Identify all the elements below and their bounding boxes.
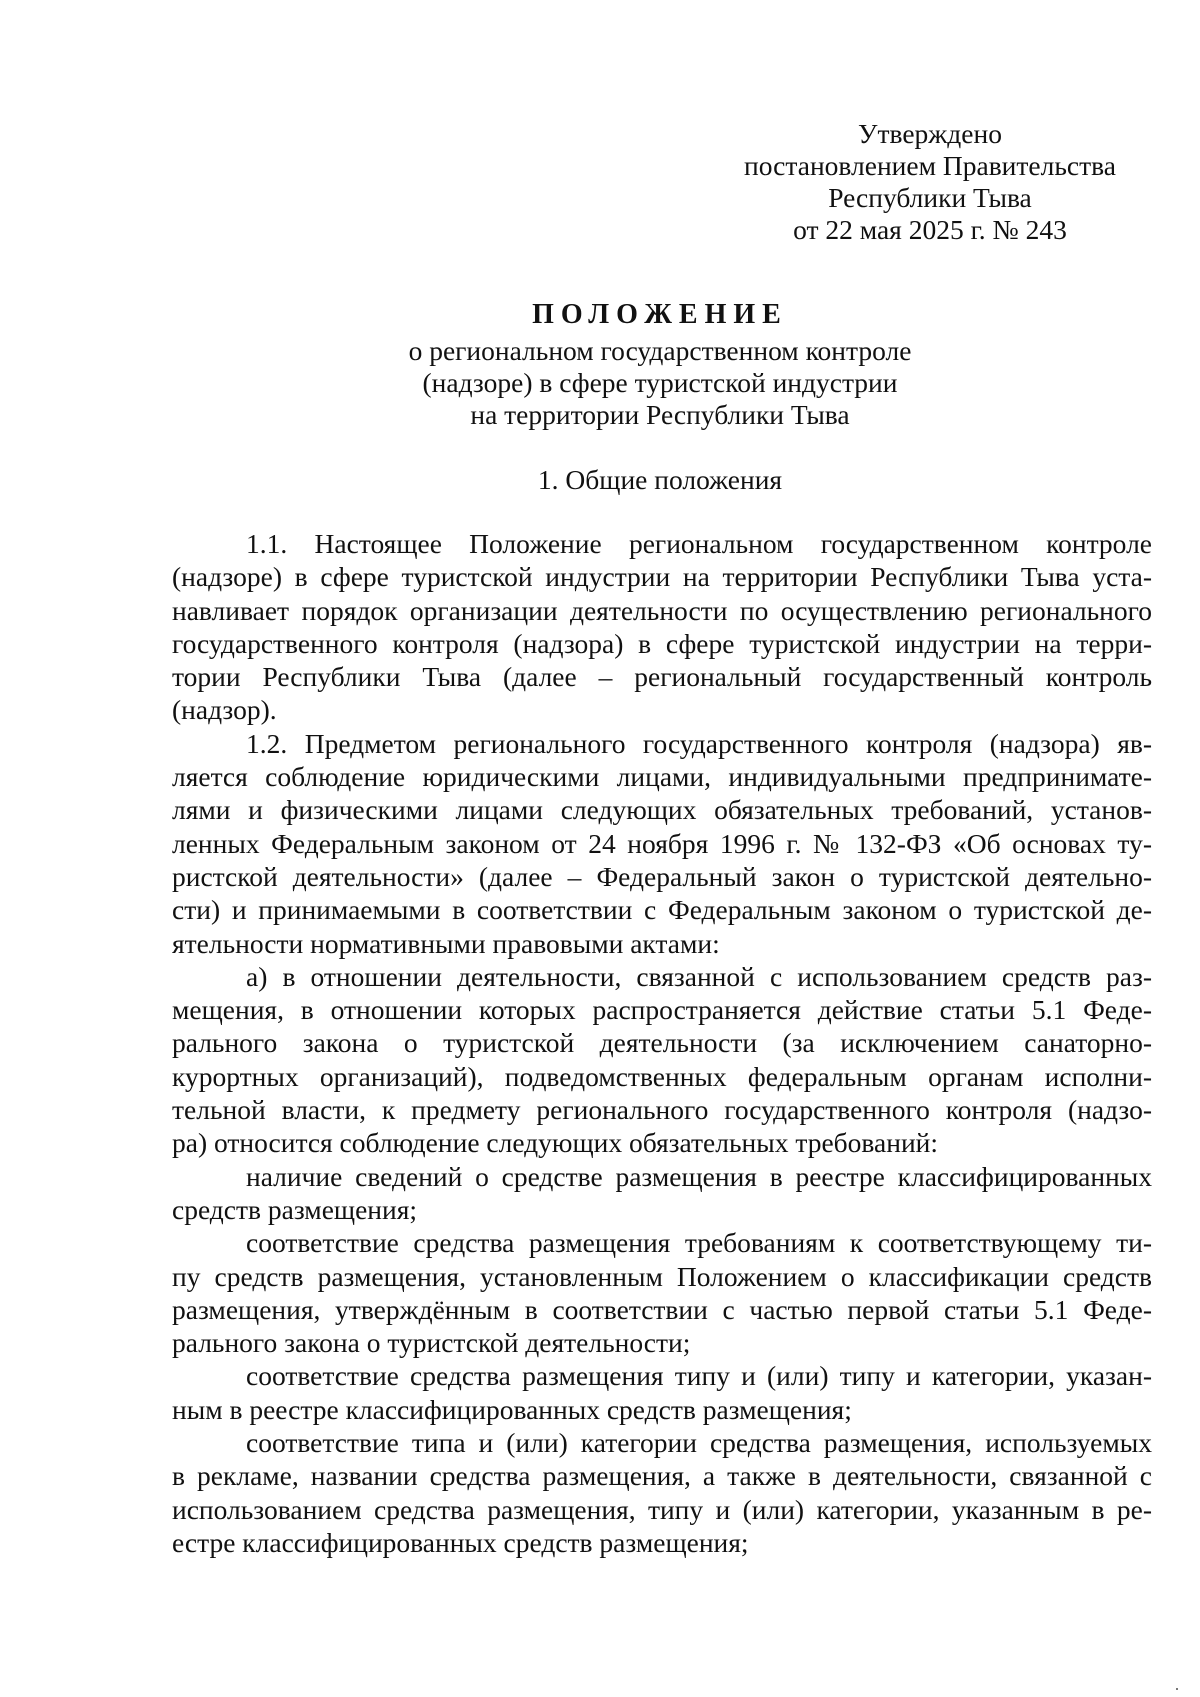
paragraph-line: ленных Федеральным законом от 24 ноября 1996 г. № 132-ФЗ «Об основах ту- — [172, 827, 1152, 859]
scan-artifact — [1176, 1688, 1178, 1690]
paragraph-line: (надзор). — [172, 694, 277, 726]
paragraph-line: в рекламе, названии средства размещения, а также в деятельности, связанной с — [172, 1460, 1152, 1492]
paragraph-line: рального закона о туристской деятельности; — [172, 1327, 691, 1359]
document-title: ПОЛОЖЕНИЕ — [532, 299, 788, 330]
document-title-block — [120, 298, 1200, 431]
document-subtitle — [120, 335, 1200, 431]
paragraph-line: ра) относится соблюдение следующих обязательных требований: — [172, 1127, 939, 1159]
paragraph-line: естре классифицированных средств размещения; — [172, 1526, 749, 1558]
paragraph-line: ляется соблюдение юридическими лицами, индивидуальными предпринимате- — [172, 761, 1152, 793]
subtitle-line: (надзоре) в сфере туристской индустрии — [422, 367, 898, 398]
paragraph-line: соответствие типа и (или) категории средства размещения, используемых — [246, 1427, 1152, 1459]
document-body — [172, 527, 1152, 1559]
paragraph-line: лями и физическими лицами следующих обязательных требований, установ- — [172, 794, 1152, 826]
paragraph-line: размещения, утверждённым в соответствии с частью первой статьи 5.1 Феде- — [172, 1293, 1152, 1325]
paragraph-line: курортных организаций), подведомственных федеральным органам исполни- — [172, 1060, 1152, 1092]
paragraph-line: сти) и принимаемыми в соответствии с Федеральным законом о туристской де- — [172, 894, 1152, 926]
approval-date: от 22 мая 2025 г. № 243 — [793, 214, 1067, 245]
paragraph-line: государственного контроля (надзора) в сфере туристской индустрии на терри- — [172, 627, 1152, 659]
approval-line: Республики Тыва — [828, 182, 1032, 213]
paragraph-line: навливает порядок организации деятельности по осуществлению регионального — [172, 594, 1152, 626]
approval-stamp — [700, 118, 1160, 246]
approval-line: Утверждено — [858, 118, 1002, 149]
paragraph-line: ным в реестре классифицированных средств размещения; — [172, 1393, 852, 1425]
paragraph-line: 1.2. Предметом регионального государственного контроля (надзора) яв- — [246, 727, 1152, 759]
paragraph-line: использованием средства размещения, типу и (или) категории, указанным в ре- — [172, 1493, 1152, 1525]
approval-line: постановлением Правительства — [744, 150, 1116, 181]
paragraph-line: рального закона о туристской деятельности (за исключением санаторно- — [172, 1027, 1152, 1059]
paragraph-line: ятельности нормативными правовыми актами: — [172, 927, 720, 959]
subtitle-line: о региональном государственном контроле — [408, 335, 912, 366]
paragraph-line: средств размещения; — [172, 1193, 418, 1225]
section-heading: 1. Общие положения — [537, 464, 783, 495]
paragraph-line: (надзоре) в сфере туристской индустрии на территории Республики Тыва уста- — [172, 561, 1152, 593]
paragraph-line: а) в отношении деятельности, связанной с использованием средств раз- — [246, 960, 1152, 992]
paragraph-line: соответствие средства размещения требованиям к соответствующему ти- — [246, 1227, 1152, 1259]
paragraph-line: соответствие средства размещения типу и (или) типу и категории, указан- — [246, 1360, 1152, 1392]
paragraph-line: тельной власти, к предмету регионального государственного контроля (надзо- — [172, 1094, 1152, 1126]
paragraph-line: тории Республики Тыва (далее – региональный государственный контроль — [172, 661, 1152, 693]
subtitle-line: на территории Республики Тыва — [470, 399, 850, 430]
paragraph-line: мещения, в отношении которых распространяется действие статьи 5.1 Феде- — [172, 994, 1152, 1026]
paragraph-line: пу средств размещения, установленным Положением о классификации средств — [172, 1260, 1152, 1292]
paragraph-line: наличие сведений о средстве размещения в реестре классифицированных — [246, 1160, 1152, 1192]
paragraph-line: ристской деятельности» (далее – Федеральный закон о туристской деятельно- — [172, 860, 1152, 892]
paragraph-line: 1.1. Настоящее Положение региональном государственном контроле — [246, 528, 1152, 559]
